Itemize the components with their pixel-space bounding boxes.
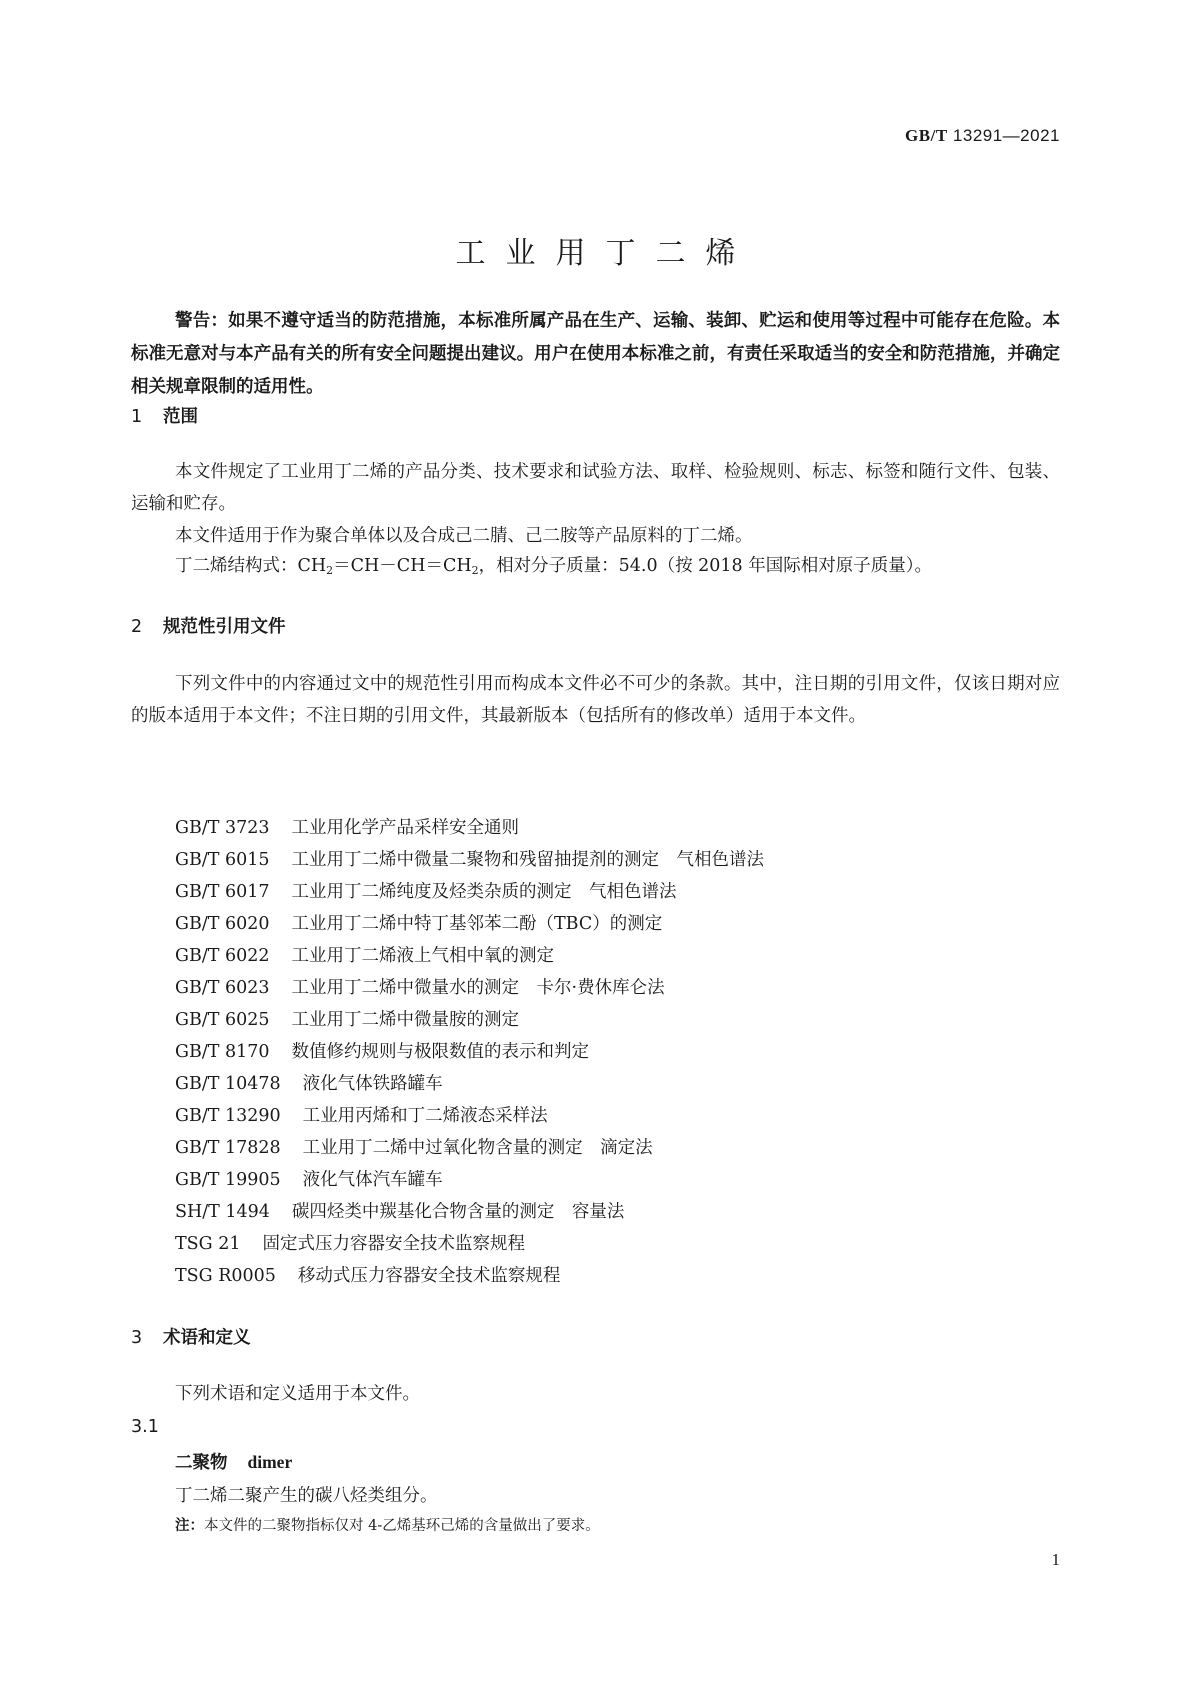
note-text: 本文件的二聚物指标仅对 4-乙烯基环己烯的含量做出了要求。 (204, 1518, 600, 1534)
section-1-formula-line (175, 550, 932, 587)
reference-title: 数值修约规则与极限数值的表示和判定 (291, 1042, 590, 1062)
reference-item (175, 1068, 764, 1100)
reference-item (175, 1260, 764, 1292)
reference-code: GB/T 6020 (175, 914, 270, 934)
term-name (175, 1449, 292, 1474)
standard-id (905, 126, 1060, 146)
reference-code: TSG R0005 (175, 1266, 276, 1286)
reference-title: 工业用丁二烯中微量水的测定 卡尔·费休库仑法 (291, 978, 665, 998)
reference-code: GB/T 3723 (175, 818, 270, 838)
section-3-intro: 下列术语和定义适用于本文件。 (175, 1384, 420, 1404)
section-2-heading (131, 613, 286, 638)
section-2-number: 2 (131, 617, 143, 637)
reference-title: 液化气体铁路罐车 (302, 1074, 443, 1094)
reference-title: 工业用丁二烯中过氧化物含量的测定 滴定法 (302, 1138, 653, 1158)
reference-item (175, 1196, 764, 1228)
note-label: 注： (175, 1518, 204, 1534)
reference-title: 移动式压力容器安全技术监察规程 (297, 1266, 561, 1286)
reference-code: GB/T 6015 (175, 850, 270, 870)
reference-item (175, 972, 764, 1004)
reference-item (175, 1164, 764, 1196)
term-name-en: dimer (247, 1452, 293, 1472)
reference-item (175, 1036, 764, 1068)
reference-code: TSG 21 (175, 1234, 241, 1254)
formula-sub-1: 2 (326, 564, 334, 577)
reference-title: 工业用丁二烯纯度及烃类杂质的测定 气相色谱法 (291, 882, 677, 902)
reference-title: 工业用丁二烯中微量胺的测定 (291, 1010, 520, 1030)
reference-code: GB/T 10478 (175, 1074, 281, 1094)
reference-item (175, 812, 764, 844)
reference-code: SH/T 1494 (175, 1202, 270, 1222)
reference-title: 工业用丁二烯中微量二聚物和残留抽提剂的测定 气相色谱法 (291, 850, 765, 870)
reference-list (175, 812, 764, 1292)
term-number: 3.1 (131, 1417, 159, 1437)
document-title: 工业用丁二烯 (455, 236, 756, 271)
reference-item (175, 1004, 764, 1036)
reference-title: 固定式压力容器安全技术监察规程 (262, 1234, 525, 1254)
reference-title: 碳四烃类中羰基化合物含量的测定 容量法 (291, 1202, 625, 1222)
reference-code: GB/T 6017 (175, 882, 270, 902)
term-definition: 丁二烯二聚产生的碳八烃类组分。 (175, 1486, 438, 1506)
reference-item (175, 1228, 764, 1260)
section-3-heading (131, 1324, 251, 1349)
section-2-intro: 下列文件中的内容通过文中的规范性引用而构成本文件必不可少的条款。其中，注日期的引用文件，仅该日期对应的版本适用于本文件；不注日期的引用文件，其最新版本（包括所有的修改单）适用于本文件。 (131, 674, 1060, 726)
formula-sub-2: 2 (471, 564, 479, 577)
reference-code: GB/T 8170 (175, 1042, 270, 1062)
standard-number: 13291—2021 (952, 126, 1060, 145)
section-1-para-2: 本文件适用于作为聚合单体以及合成己二腈、己二胺等产品原料的丁二烯。 (175, 526, 753, 546)
reference-code: GB/T 17828 (175, 1138, 281, 1158)
reference-item (175, 940, 764, 972)
term-note (175, 1514, 600, 1535)
standard-prefix: GB/T (905, 126, 948, 145)
section-1-para-1: 本文件规定了工业用丁二烯的产品分类、技术要求和试验方法、取样、检验规则、标志、标签和随行文件、包装、运输和贮存。 (131, 462, 1060, 514)
section-1-number: 1 (131, 407, 143, 427)
reference-item (175, 844, 764, 876)
reference-code: GB/T 6022 (175, 946, 270, 966)
reference-title: 液化气体汽车罐车 (302, 1170, 443, 1190)
reference-code: GB/T 13290 (175, 1106, 281, 1126)
reference-code: GB/T 19905 (175, 1170, 281, 1190)
reference-item (175, 1100, 764, 1132)
section-2-title: 规范性引用文件 (163, 617, 286, 637)
reference-item (175, 876, 764, 908)
reference-item (175, 1132, 764, 1164)
term-name-zh: 二聚物 (175, 1453, 228, 1473)
reference-item (175, 908, 764, 940)
reference-title: 工业用丁二烯中特丁基邻苯二酚（TBC）的测定 (291, 914, 663, 934)
section-1-title: 范围 (163, 407, 198, 427)
reference-code: GB/T 6025 (175, 1010, 270, 1030)
reference-title: 工业用化学产品采样安全通则 (291, 818, 520, 838)
formula-suffix: ，相对分子质量：54.0（按 2018 年国际相对原子质量）。 (478, 556, 932, 576)
warning-paragraph: 警告：如果不遵守适当的防范措施，本标准所属产品在生产、运输、装卸、贮运和使用等过程中可能存在危险。本标准无意对与本产品有关的所有安全问题提出建议。用户在使用本标准之前，有责任采取适当的安全和防范措施，并确定相关规章限制的适用性。 (131, 311, 1060, 397)
reference-code: GB/T 6023 (175, 978, 270, 998)
section-3-title: 术语和定义 (163, 1328, 251, 1348)
formula-mid: ＝CH－CH＝CH (333, 556, 472, 576)
formula-prefix: 丁二烯结构式：CH (175, 556, 327, 576)
page-number: 1 (1051, 1550, 1060, 1569)
section-3-number: 3 (131, 1328, 143, 1348)
reference-title: 工业用丙烯和丁二烯液态采样法 (302, 1106, 548, 1126)
reference-title: 工业用丁二烯液上气相中氧的测定 (291, 946, 555, 966)
section-1-heading (131, 403, 198, 428)
